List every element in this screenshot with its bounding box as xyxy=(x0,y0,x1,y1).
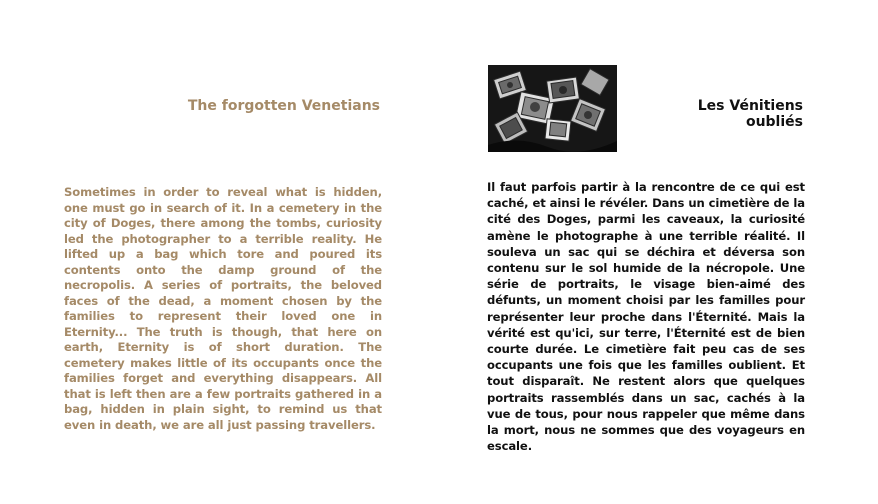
english-title: The forgotten Venetians xyxy=(187,98,380,114)
english-body-text: Sometimes in order to reveal what is hidden, one must go in search of it. In a cemetery in the city of Doges, there among the tombs, curiosity led the photographer to a terrible reality. He lifted up a bag which tore and poured its contents onto the damp ground of the necropolis. A series of portraits, the beloved faces of the dead, a moment chosen by the families to represent their loved one in Eternity... The truth is though, that here on earth, Eternity is of short duration. The cemetery makes little of its occupants once the families forget and everything disappears. All that is left then are a few portraits gathered in a bag, hidden in plain sight, to remind us that even in death, we are all just passing travellers. xyxy=(64,185,382,432)
french-body-text: Il faut parfois partir à la rencontre de ce qui est caché, et ainsi le révéler. Dans un cimetière de la cité des Doges, parmi les caveaux, la curiosité amène le photographe à une terrible réalité. Il souleva un sac qui se déchira et déversa son contenu sur le sol humide de la nécropole. Une série de portraits, le visage bien-aimé des défunts, un moment choisi par les familles pour représenter leur proche dans l'Éternité. Mais la vérité est qu'ici, sur terre, l'Éternité est de bien courte durée. Le cimetière fait peu cas de ses occupants une fois que les familles oublient. Et tout disparaît. Ne restent alors que quelques portraits rassemblés dans un sac, cachés à la vue de tous, pour nous rappeler que même dans la mort, nous ne sommes que des voyageurs en escale. xyxy=(487,180,805,454)
french-title: Les Vénitiens oubliés xyxy=(697,98,803,130)
scattered-portraits-photo xyxy=(488,65,617,152)
